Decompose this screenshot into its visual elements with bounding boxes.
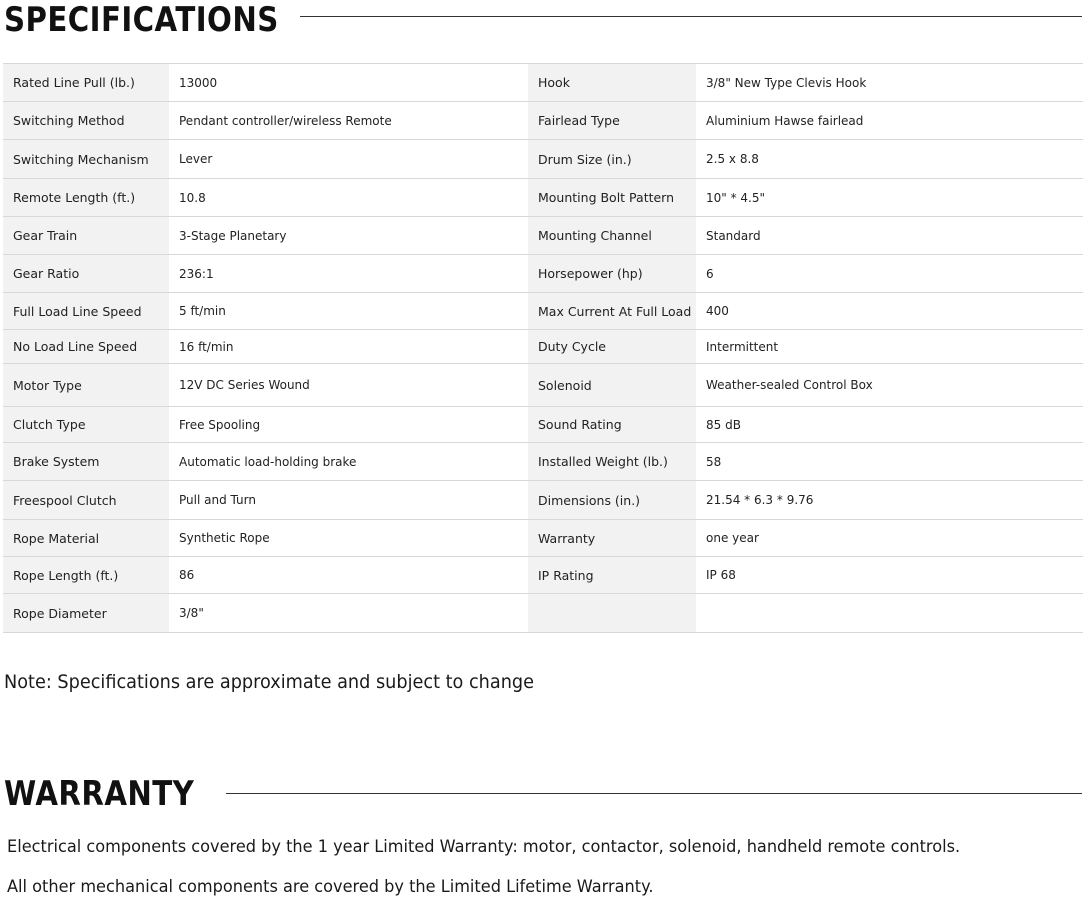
spec-value: Pendant controller/wireless Remote <box>169 102 528 140</box>
spec-label: Horsepower (hp) <box>528 255 696 293</box>
spec-value: one year <box>696 520 1083 557</box>
spec-row <box>3 594 1083 633</box>
spec-label: Motor Type <box>3 364 169 407</box>
spec-value: Lever <box>169 140 528 179</box>
spec-label: Gear Ratio <box>3 255 169 293</box>
spec-row <box>3 557 1083 594</box>
spec-label: Sound Rating <box>528 407 696 443</box>
spec-label <box>528 594 696 633</box>
specifications-note: Note: Specifications are approximate and subject to change <box>4 671 534 693</box>
spec-label: Duty Cycle <box>528 330 696 364</box>
spec-label: Brake System <box>3 443 169 481</box>
spec-label: Rated Line Pull (lb.) <box>3 64 169 102</box>
spec-label: Rope Material <box>3 520 169 557</box>
spec-label: Rope Length (ft.) <box>3 557 169 594</box>
spec-value: 3/8" <box>169 594 528 633</box>
spec-value: Aluminium Hawse fairlead <box>696 102 1083 140</box>
spec-value: 6 <box>696 255 1083 293</box>
spec-value: 16 ft/min <box>169 330 528 364</box>
spec-value: 12V DC Series Wound <box>169 364 528 407</box>
warranty-heading: WARRANTY <box>4 774 195 814</box>
spec-value: 5 ft/min <box>169 293 528 330</box>
spec-value: IP 68 <box>696 557 1083 594</box>
spec-label: Mounting Channel <box>528 217 696 255</box>
spec-value <box>696 594 1083 633</box>
specifications-heading-rule <box>300 16 1082 17</box>
spec-value: Weather-sealed Control Box <box>696 364 1083 407</box>
spec-row <box>3 255 1083 293</box>
spec-value: Free Spooling <box>169 407 528 443</box>
spec-row <box>3 64 1083 102</box>
spec-row <box>3 520 1083 557</box>
spec-value: Pull and Turn <box>169 481 528 520</box>
spec-label: Switching Method <box>3 102 169 140</box>
spec-label: Freespool Clutch <box>3 481 169 520</box>
spec-value: 58 <box>696 443 1083 481</box>
spec-label: Full Load Line Speed <box>3 293 169 330</box>
spec-label: Gear Train <box>3 217 169 255</box>
spec-row <box>3 293 1083 330</box>
spec-value: Synthetic Rope <box>169 520 528 557</box>
spec-label: Dimensions (in.) <box>528 481 696 520</box>
spec-label: Solenoid <box>528 364 696 407</box>
spec-value: 13000 <box>169 64 528 102</box>
spec-label: Hook <box>528 64 696 102</box>
spec-value: Intermittent <box>696 330 1083 364</box>
spec-label: Remote Length (ft.) <box>3 179 169 217</box>
spec-label: Warranty <box>528 520 696 557</box>
spec-value: 10" * 4.5" <box>696 179 1083 217</box>
spec-row <box>3 330 1083 364</box>
spec-value: 21.54 * 6.3 * 9.76 <box>696 481 1083 520</box>
spec-row <box>3 102 1083 140</box>
spec-value: Automatic load-holding brake <box>169 443 528 481</box>
spec-label: Switching Mechanism <box>3 140 169 179</box>
spec-value: 3-Stage Planetary <box>169 217 528 255</box>
spec-value: Standard <box>696 217 1083 255</box>
spec-value: 85 dB <box>696 407 1083 443</box>
spec-label: Mounting Bolt Pattern <box>528 179 696 217</box>
spec-value: 10.8 <box>169 179 528 217</box>
spec-label: Installed Weight (lb.) <box>528 443 696 481</box>
spec-value: 86 <box>169 557 528 594</box>
spec-value: 3/8" New Type Clevis Hook <box>696 64 1083 102</box>
specifications-table <box>3 63 1083 633</box>
warranty-text-electrical: Electrical components covered by the 1 year Limited Warranty: motor, contactor, solenoid, handheld remote controls. <box>7 837 961 857</box>
spec-label: Clutch Type <box>3 407 169 443</box>
spec-label: Drum Size (in.) <box>528 140 696 179</box>
spec-label: No Load Line Speed <box>3 330 169 364</box>
spec-label: Fairlead Type <box>528 102 696 140</box>
spec-value: 236:1 <box>169 255 528 293</box>
spec-row <box>3 407 1083 443</box>
warranty-heading-rule <box>226 793 1082 794</box>
spec-label: Rope Diameter <box>3 594 169 633</box>
spec-row <box>3 481 1083 520</box>
spec-label: IP Rating <box>528 557 696 594</box>
spec-value: 2.5 x 8.8 <box>696 140 1083 179</box>
spec-row <box>3 140 1083 179</box>
warranty-text-mechanical: All other mechanical components are covered by the Limited Lifetime Warranty. <box>7 877 654 897</box>
spec-row <box>3 364 1083 407</box>
spec-value: 400 <box>696 293 1083 330</box>
spec-row <box>3 217 1083 255</box>
spec-label: Max Current At Full Load <box>528 293 696 330</box>
spec-row <box>3 443 1083 481</box>
specifications-heading: SPECIFICATIONS <box>4 0 279 40</box>
spec-row <box>3 179 1083 217</box>
